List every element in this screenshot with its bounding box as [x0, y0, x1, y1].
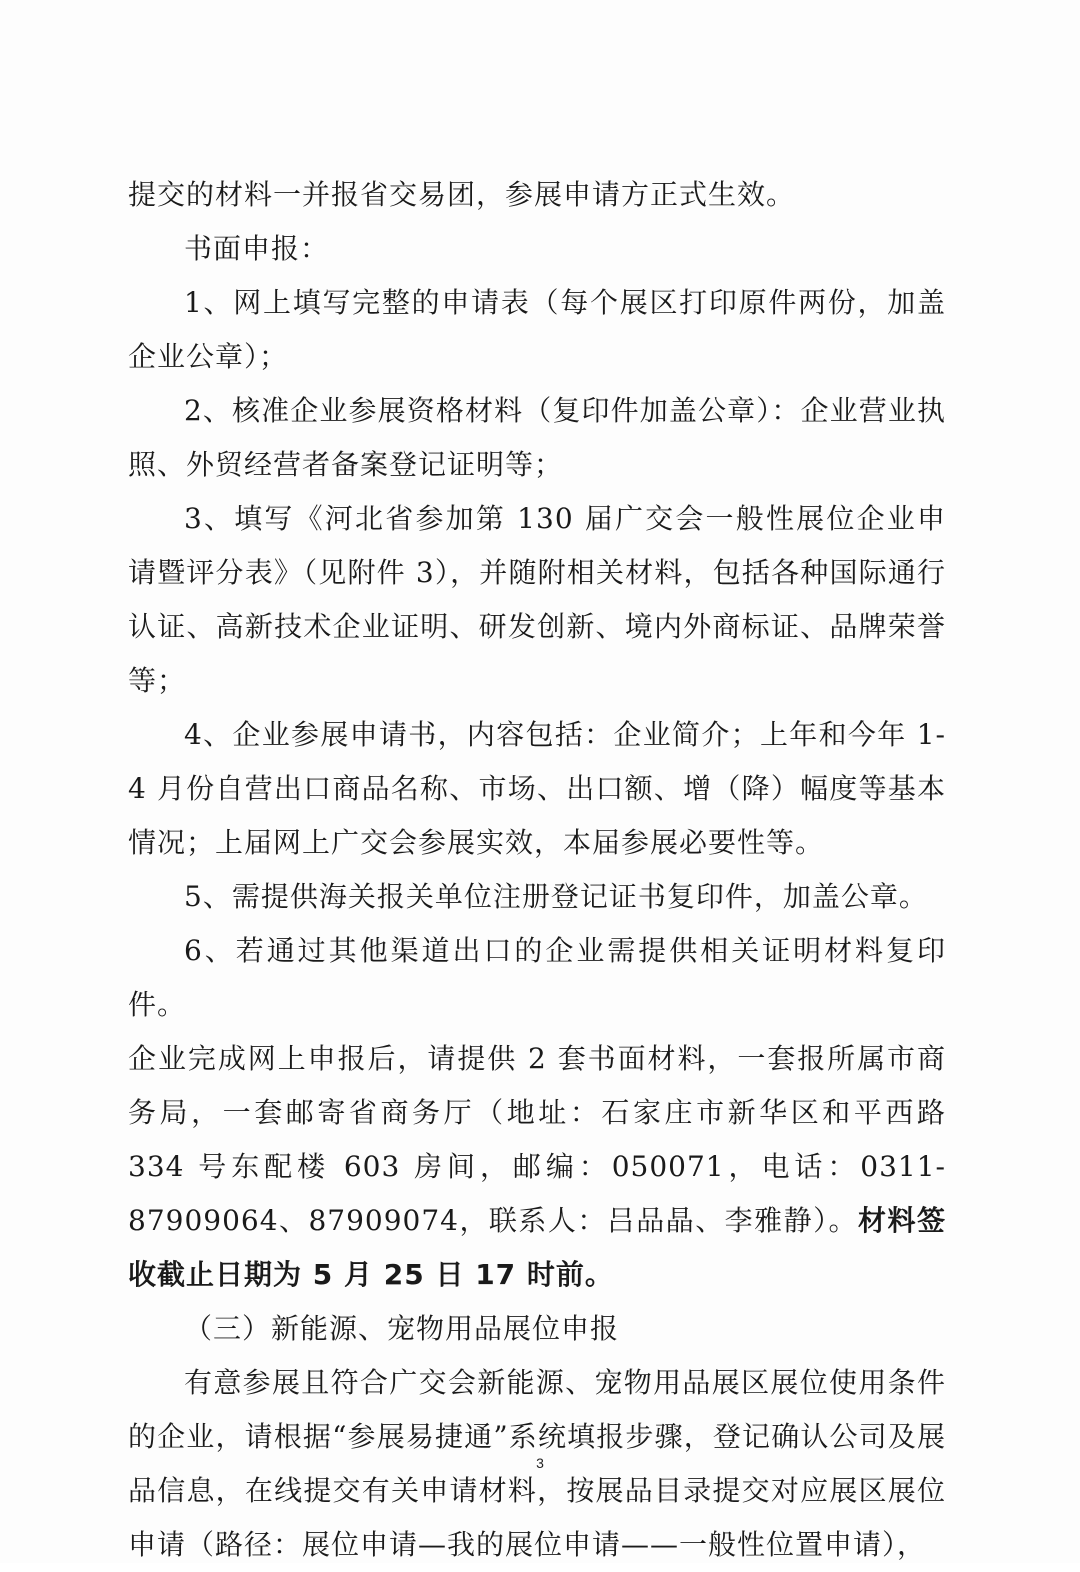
- deadline-text: 材料签收截止日期为 5 月 25 日 17 时前。: [128, 1204, 946, 1291]
- list-item-3: 3、填写《河北省参加第 130 届广交会一般性展位企业申请暨评分表》（见附件 3），并随附相关材料，包括各种国际通行认证、高新技术企业证明、研发创新、境内外商标证、品牌荣誉等；: [128, 502, 946, 697]
- list-item-4: 4、企业参展申请书，内容包括：企业简介；上年和今年 1-4 月份自营出口商品名称、市场、出口额、增（降）幅度等基本情况；上届网上广交会参展实效，本届参展必要性等。: [128, 718, 946, 859]
- submission-address-text: 企业完成网上申报后，请提供 2 套书面材料，一套报所属市商务局，一套邮寄省商务厅（地址：石家庄市新华区和平西路 334 号东配楼 603 房间，邮编：050071，电话：0311-87909064、87909074，联系人：吕品晶、李雅静）。: [128, 1042, 946, 1237]
- page-number: 3: [536, 1455, 544, 1471]
- section-label-written-application: 书面申报：: [184, 232, 330, 265]
- section-heading-new-energy-pet: （三）新能源、宠物用品展位申报: [184, 1312, 620, 1345]
- list-item-2: 2、核准企业参展资格材料（复印件加盖公章）：企业营业执照、外贸经营者备案登记证明等；: [128, 394, 946, 481]
- paragraph-new-energy-pet: 有意参展且符合广交会新能源、宠物用品展区展位使用条件的企业，请根据“参展易捷通”系统填报步骤，登记确认公司及展品信息，在线提交有关申请材料，按展品目录提交对应展区展位申请（路径：展位申请—我的展位申请——一般性位置申请），: [128, 1366, 946, 1561]
- paragraph: 提交的材料一并报省交易团，参展申请方正式生效。: [128, 178, 796, 211]
- list-item-5: 5、需提供海关报关单位注册登记证书复印件，加盖公章。: [184, 880, 928, 913]
- document-body: [128, 168, 946, 1572]
- list-item-1: 1、网上填写完整的申请表（每个展区打印原件两份，加盖企业公章）；: [128, 286, 946, 373]
- list-item-6: 6、若通过其他渠道出口的企业需提供相关证明材料复印件。: [128, 934, 946, 1021]
- paragraph-submission-info: [128, 1032, 946, 1302]
